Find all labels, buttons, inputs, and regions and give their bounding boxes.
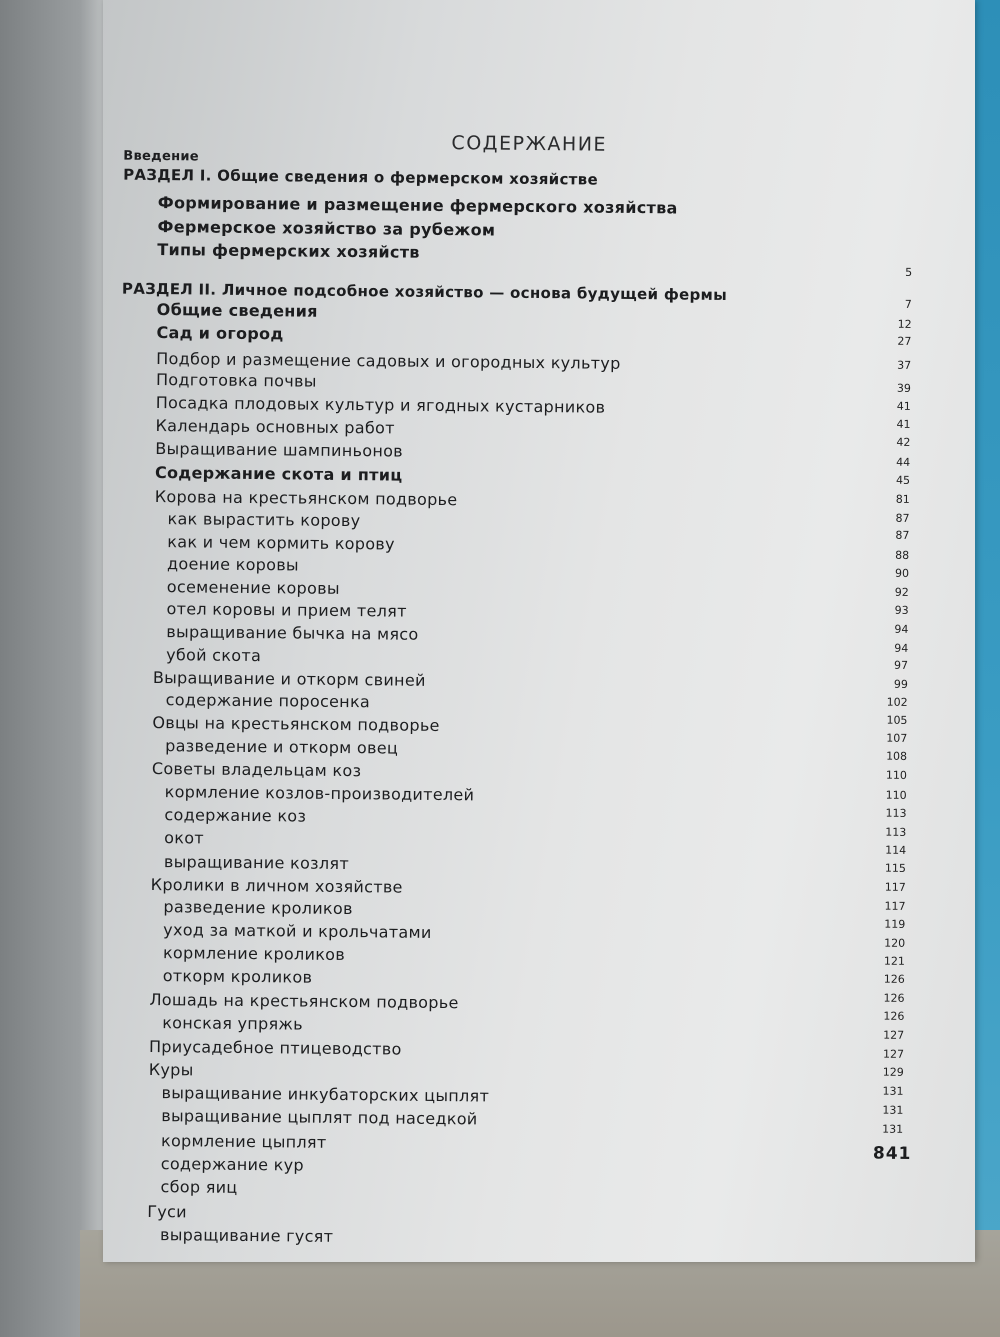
- toc-page-number: 131: [882, 1122, 904, 1136]
- book-page: [103, 0, 975, 1262]
- toc-entry-label: содержание коз: [164, 805, 307, 826]
- toc-page-number: 126: [883, 991, 905, 1005]
- toc-entry-label: выращивание инкубаторских цыплят: [161, 1083, 490, 1106]
- toc-entry-label: как и чем кормить корову: [167, 532, 395, 554]
- toc-page-number: 90: [894, 566, 910, 580]
- toc-page-number: 94: [894, 622, 909, 636]
- toc-entry-label: Календарь основных работ: [155, 416, 395, 438]
- toc-entry-label: Типы фермерских хозяйств: [157, 240, 420, 262]
- toc-entry-label: выращивание цыплят под наседкой: [161, 1106, 478, 1129]
- toc-entry-label: убой скота: [166, 645, 262, 666]
- toc-entry-label: кормление козлов-производителей: [164, 782, 475, 805]
- toc-entry-label: Содержание скота и птиц: [154, 463, 403, 485]
- toc-page-number: 41: [896, 399, 911, 413]
- page-folio: 841: [872, 1143, 912, 1164]
- toc-page-number: 119: [884, 917, 906, 931]
- toc-page-number: 126: [883, 972, 905, 986]
- toc-entry-label: сбор яиц: [160, 1177, 238, 1197]
- toc-entry-label: разведение и откорм овец: [165, 736, 399, 758]
- toc-page-number: 94: [894, 641, 909, 655]
- toc-entry-label: Выращивание шампиньонов: [155, 439, 404, 461]
- page-number-column: [855, 3, 915, 1136]
- toc-entry-label: Лошадь на крестьянском подворье: [149, 989, 459, 1013]
- toc-page-number: 131: [882, 1084, 904, 1098]
- toc-page-number: 115: [884, 861, 906, 875]
- toc-page-number: 126: [883, 1009, 905, 1023]
- toc-page-number: 127: [883, 1028, 905, 1042]
- toc-entry-label: Фермерское хозяйство за рубежом: [157, 217, 496, 240]
- toc-entry-label: содержание поросенка: [165, 690, 371, 712]
- toc-page-number: 108: [886, 749, 908, 763]
- toc-page-number: 39: [896, 381, 912, 395]
- toc-entry-label: Формирование и размещение фермерского хозяйства: [157, 193, 678, 218]
- toc-page-number: 120: [884, 936, 906, 950]
- toc-page-number: 97: [893, 658, 909, 672]
- toc-page-number: 107: [886, 731, 908, 745]
- toc-entry-label: разведение кроликов: [163, 897, 353, 919]
- toc-page-number: 37: [897, 358, 912, 372]
- toc-entry-label: выращивание гусят: [159, 1225, 334, 1246]
- toc-page-number: 5: [905, 265, 913, 279]
- toc-page-number: 113: [885, 806, 907, 820]
- toc-entry-label: Приусадебное птицеводство: [148, 1036, 402, 1059]
- toc-entry-label: кормление цыплят: [160, 1131, 327, 1152]
- toc-page-number: 41: [896, 417, 911, 431]
- toc-entry-label: окот: [164, 828, 205, 848]
- toc-entry-label: Посадка плодовых культур и ягодных кустарников: [155, 393, 606, 417]
- toc-entry-label: Кролики в личном хозяйстве: [150, 874, 403, 897]
- toc-page-number: 27: [897, 334, 912, 348]
- toc-page-number: 12: [897, 317, 912, 331]
- toc-entry-label: РАЗДЕЛ I. Общие сведения о фермерском хозяйстве: [123, 165, 599, 189]
- toc-entry-label: выращивание козлят: [163, 852, 350, 874]
- toc-entry-label: Выращивание и откорм свиней: [152, 667, 426, 690]
- toc-page-number: 102: [886, 695, 908, 709]
- toc-page-number: 92: [894, 585, 909, 599]
- toc-page-number: 88: [895, 548, 910, 562]
- toc-page-number: 42: [896, 435, 911, 449]
- toc-entry-label: Овцы на крестьянском подворье: [152, 712, 440, 735]
- toc-page-number: 93: [894, 603, 909, 617]
- toc-entry-label: конская упряжь: [162, 1013, 304, 1034]
- toc-entry-label: Подбор и размещение садовых и огородных культур: [156, 349, 621, 373]
- toc-page-number: 110: [885, 788, 907, 802]
- toc-page-number: 87: [895, 528, 910, 542]
- toc-entry-label: содержание кур: [160, 1154, 305, 1175]
- toc-page-number: 105: [886, 713, 908, 727]
- toc-page-number: 81: [895, 492, 910, 506]
- toc-page-number: 117: [884, 880, 906, 894]
- toc-entry-label: Введение: [123, 148, 199, 165]
- toc-page-number: 99: [893, 677, 908, 691]
- toc-page-number: 113: [885, 825, 907, 839]
- toc-page-number: 117: [884, 899, 906, 913]
- toc-entry-label: как вырастить корову: [167, 509, 361, 531]
- toc-page-number: 45: [895, 473, 911, 487]
- toc-entry-label: Корова на крестьянском подворье: [154, 487, 458, 510]
- toc-entry-label: Общие сведения: [156, 300, 318, 321]
- toc-entry-label: Советы владельцам коз: [151, 758, 362, 781]
- toc-entry-label: осеменение коровы: [166, 577, 340, 598]
- toc-page-number: 114: [885, 843, 907, 857]
- toc-entry-label: Подготовка почвы: [155, 370, 317, 391]
- page-content: [90, 0, 975, 1266]
- toc-page-number: 127: [882, 1047, 905, 1061]
- toc-entry-label: доение коровы: [166, 554, 300, 575]
- toc-entry-label: уход за маткой и крольчатами: [163, 920, 432, 942]
- toc-page-number: 129: [882, 1065, 904, 1079]
- toc-page-number: 87: [895, 511, 910, 525]
- toc-entry-label: откорм кроликов: [162, 966, 313, 987]
- toc-page-number: 44: [896, 455, 911, 469]
- toc-page-number: 131: [882, 1103, 904, 1117]
- toc-entry-label: Сад и огород: [156, 323, 284, 344]
- toc-entry-label: Куры: [148, 1059, 194, 1080]
- toc-entry-label: кормление кроликов: [162, 943, 346, 965]
- toc-entry-label: выращивание бычка на мясо: [166, 622, 419, 644]
- toc-entry-label: Гуси: [147, 1201, 188, 1222]
- toc-page-number: 7: [904, 297, 912, 311]
- toc-title: СОДЕРЖАНИЕ: [451, 132, 608, 156]
- toc-page-number: 110: [885, 768, 907, 782]
- toc-page-number: 121: [883, 954, 906, 968]
- toc-entry-label: РАЗДЕЛ II. Личное подсобное хозяйство — основа будущей фермы: [121, 279, 728, 304]
- toc-entry-label: отел коровы и прием телят: [166, 599, 407, 621]
